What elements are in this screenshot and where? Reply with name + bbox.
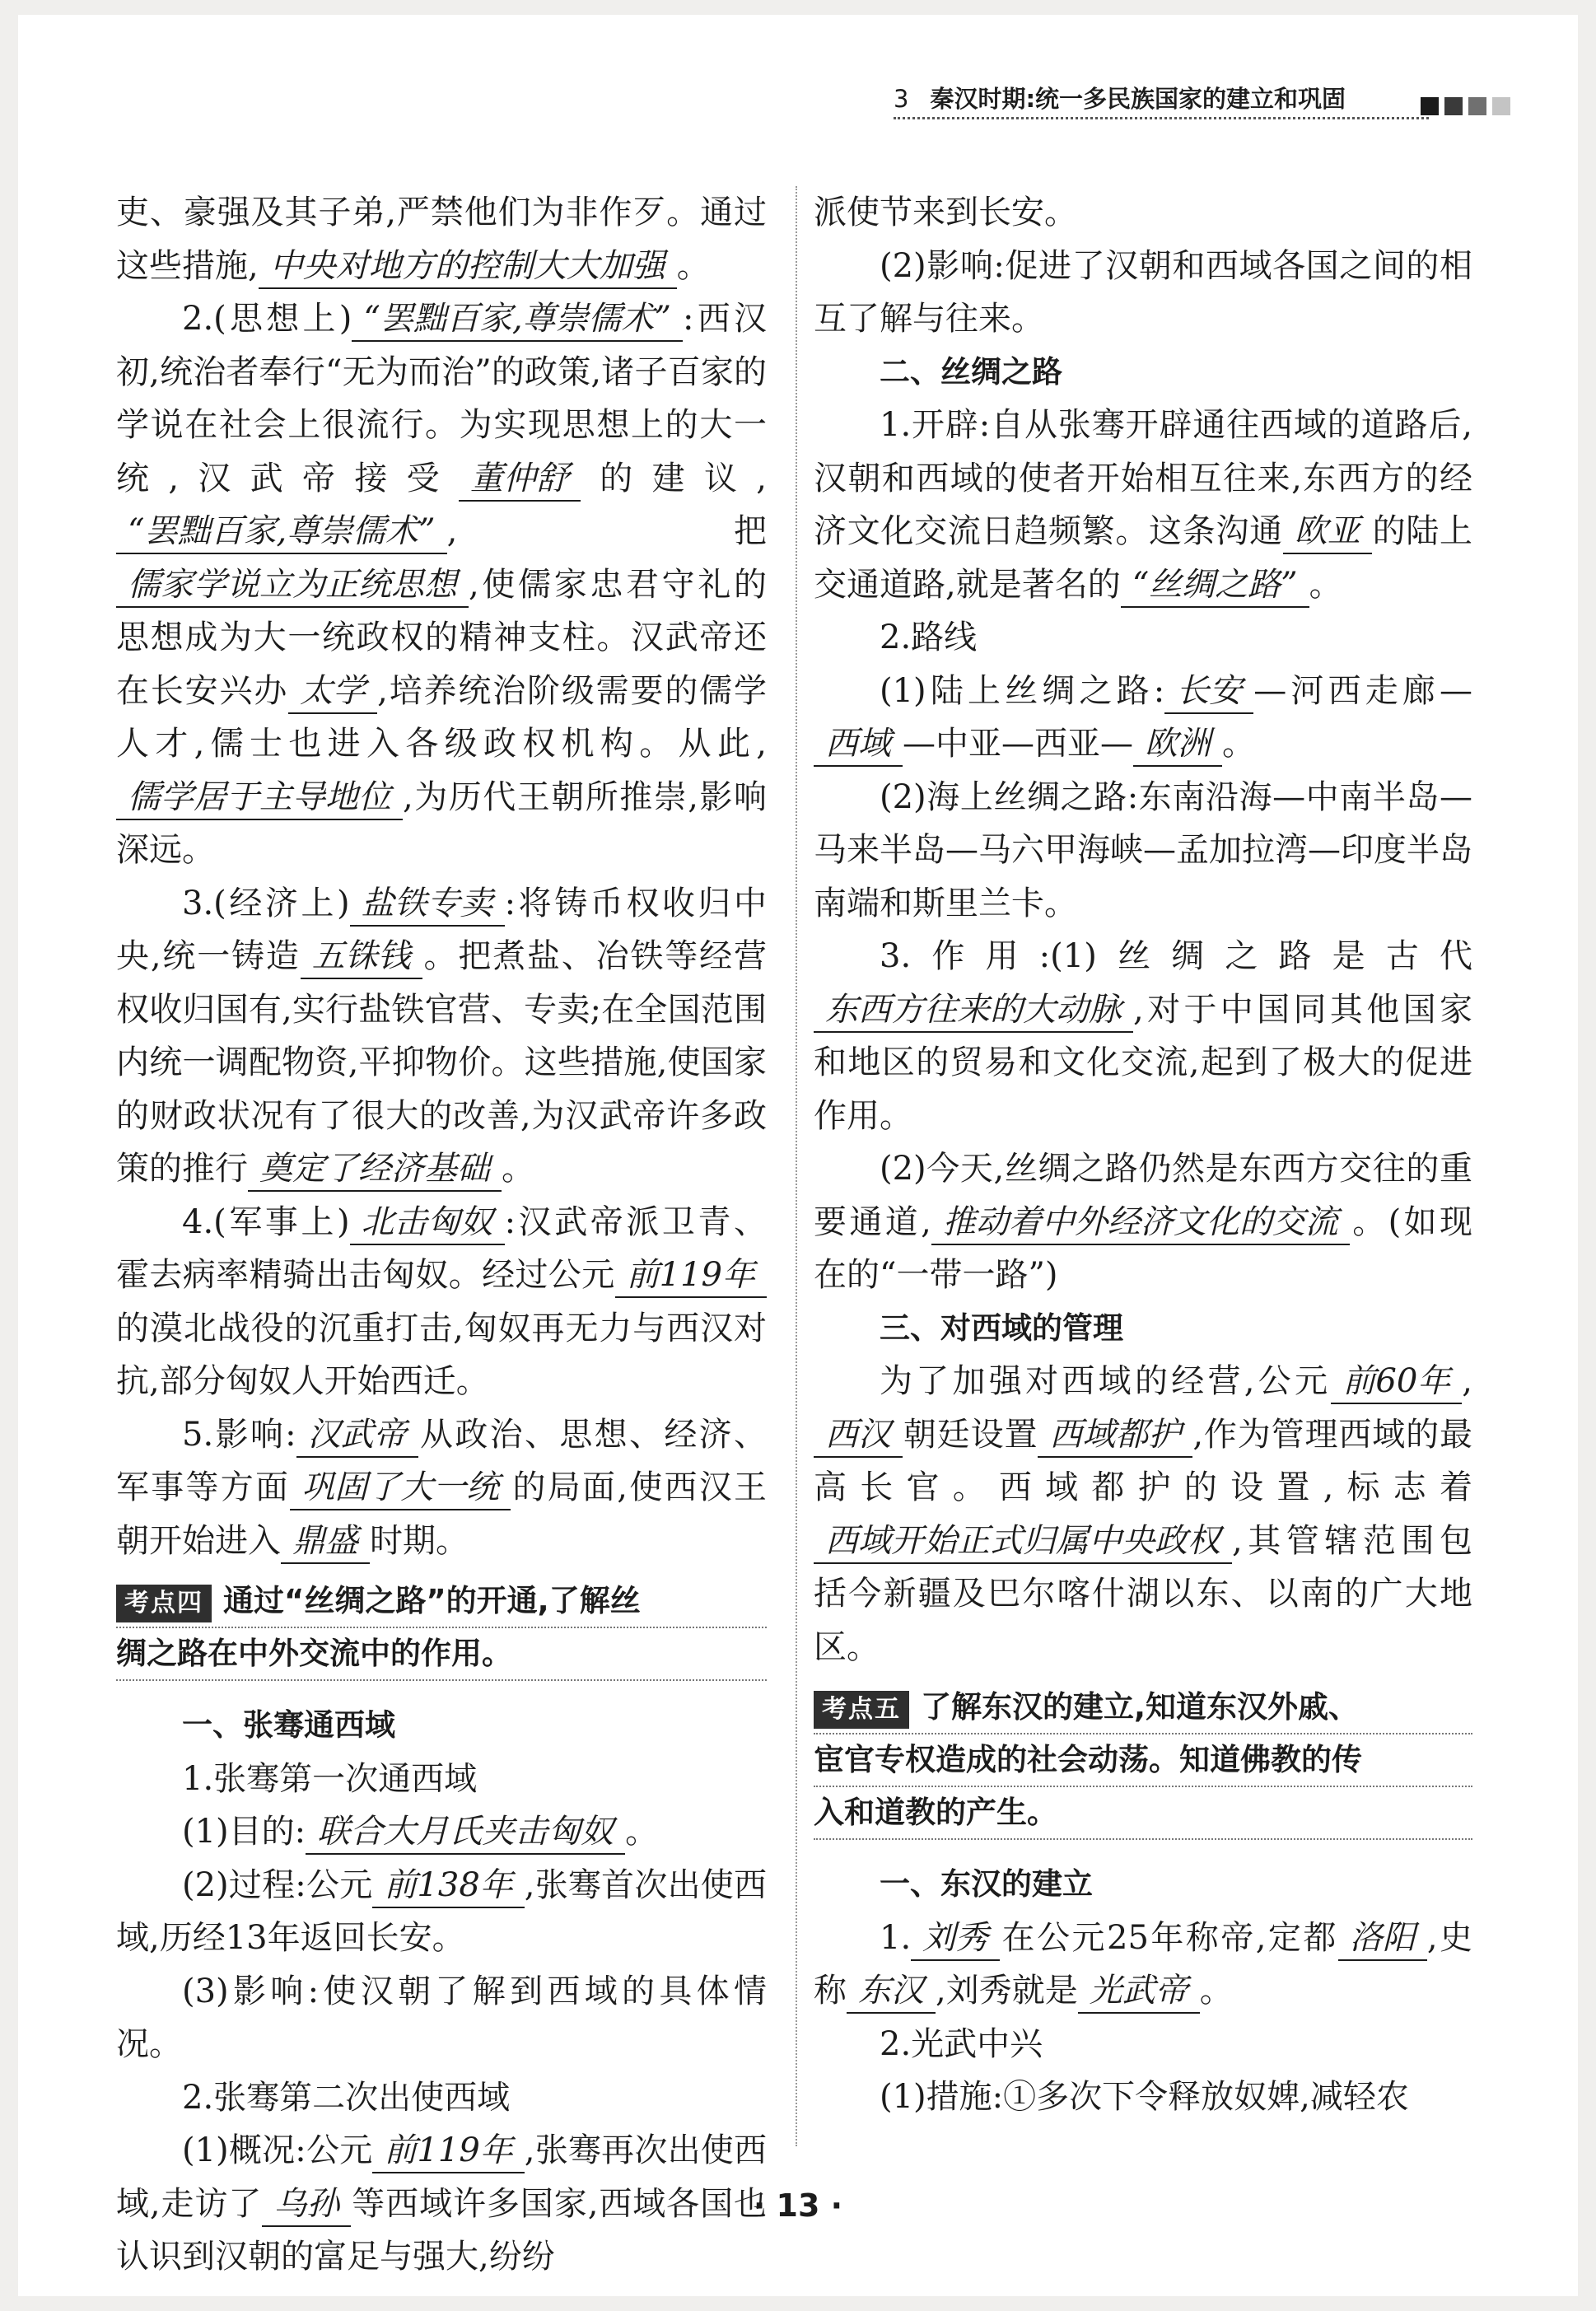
- key-point-line: [116, 1576, 767, 1628]
- text: 的建议,: [580, 459, 767, 497]
- answer-blank: 前119年: [615, 1254, 767, 1298]
- text: ,对于中国同其他国家和地区的贸易和文化交流,起到了极大的促进作用。: [814, 990, 1472, 1135]
- answer-blank: 西域都护: [1038, 1413, 1192, 1458]
- header-decoration-blocks: [1421, 89, 1516, 125]
- text: 。: [676, 246, 710, 285]
- key-point-line: [814, 1682, 1472, 1734]
- text: (1)概况:公元: [182, 2131, 373, 2169]
- answer-blank: 奠定了经济基础: [248, 1147, 502, 1192]
- text: :西汉初,统治者奉行“无为而治”的政策,诸子百家的学说在社会上很流行。为实现思想上的大一统,汉武帝接受: [116, 300, 767, 497]
- text: 的局面,使西汉王朝开始进入: [116, 1468, 767, 1560]
- text: 1.: [880, 1918, 912, 1957]
- column-divider: [796, 186, 797, 2146]
- running-header: [894, 81, 1429, 119]
- answer-blank: 西域开始正式归属中央政权: [814, 1520, 1232, 1564]
- text: ,培养统治阶级需要的儒学人才,儒士也进入各级政权机构。从此,: [116, 671, 768, 763]
- text: 1.开辟:自从张骞开辟通往西域的道路后,汉朝和西域的使者开始相互往来,东西方的经济文化交流日趋频繁。这条沟通: [814, 406, 1472, 550]
- text: 。把煮盐、冶铁等经营权收归国有,实行盐铁官营、专卖;在全国范围内统一调配物资,平抑物价。这些措施,使国家的财政状况有了很大的改善,为汉武帝许多政策的推行: [116, 937, 768, 1188]
- text: 。: [502, 1150, 534, 1188]
- answer-blank: 前119年: [372, 2129, 524, 2173]
- paragraph: [814, 1912, 1472, 2018]
- paragraph: [814, 1355, 1472, 1674]
- paragraph: 派使节来到长安。: [814, 194, 1077, 231]
- paragraph: (2)影响:促进了汉朝和西域各国之间的相互了解与往来。: [814, 246, 1472, 338]
- text: ,张骞首次出使西域,历经13年返回长安。: [116, 1865, 767, 1957]
- section-heading: 一、东汉的建立: [880, 1866, 1093, 1902]
- key-point-text: 了解东汉的建立,知道东汉外戚、: [921, 1689, 1360, 1725]
- text: 吏、豪强及其子弟,严禁他们为非作歹。通过这些措施,: [116, 194, 767, 285]
- answer-blank: 联合大月氏夹击匈奴: [306, 1810, 625, 1855]
- header-block: [1421, 97, 1439, 115]
- answer-blank: 儒学居于主导地位: [116, 776, 403, 820]
- answer-blank: “丝绸之路”: [1121, 563, 1309, 608]
- text: 为了加强对西域的经营,公元: [880, 1362, 1332, 1400]
- left-column: [116, 186, 767, 2284]
- answer-blank: “罢黜百家,尊崇儒术”: [352, 297, 683, 342]
- text: 。(如现在的“一带一路”): [814, 1202, 1473, 1294]
- chapter-title: 秦汉时期:统一多民族国家的建立和巩固: [930, 85, 1346, 113]
- answer-blank: 前60年: [1331, 1360, 1462, 1404]
- answer-blank: 汉武帝: [296, 1413, 418, 1458]
- answer-blank: 东西方往来的大动脉: [814, 988, 1133, 1033]
- answer-blank: “罢黜百家,尊崇儒术”: [116, 510, 447, 554]
- text: 。: [625, 1813, 659, 1851]
- answer-blank: 中央对地方的控制大大加强: [259, 245, 677, 289]
- answer-blank: 前138年: [372, 1864, 524, 1908]
- paragraph: 2.张骞第二次出使西域: [182, 2078, 511, 2117]
- answer-blank: 鼎盛: [281, 1520, 370, 1564]
- key-point-line: 宦官专权造成的社会动荡。知道佛教的传: [814, 1734, 1472, 1787]
- paragraph: [116, 877, 767, 1196]
- text: 4.(军事上): [182, 1202, 350, 1241]
- text: ,张骞再次出使西域,走访了: [116, 2131, 767, 2223]
- paragraph: [814, 665, 1472, 771]
- answer-blank: 北击匈奴: [350, 1201, 505, 1245]
- text: ,使儒家忠君守礼的思想成为大一统政权的精神支柱。汉武帝还在长安兴办: [116, 565, 767, 710]
- text: ,其管辖范围包括今新疆及巴尔喀什湖以东、以南的广大地区。: [814, 1521, 1472, 1666]
- paragraph: 2.光武中兴: [880, 2024, 1043, 2063]
- answer-blank: 盐铁专卖: [350, 882, 505, 927]
- text: ,把: [446, 512, 767, 550]
- text: ,史称: [814, 1918, 1472, 2010]
- text: (2)今天,丝绸之路仍然是东西方交往的重要通道,: [814, 1150, 1472, 1241]
- answer-blank: 巩固了大一统: [290, 1466, 511, 1510]
- key-point-box: [814, 1682, 1472, 1840]
- answer-blank: 西汉: [814, 1413, 903, 1458]
- text: 的漠北战役的沉重打击,匈奴再无力与西汉对抗,部分匈奴人开始西迁。: [116, 1309, 767, 1400]
- text: 。: [1199, 1972, 1233, 2010]
- paragraph: [116, 1805, 767, 1859]
- paragraph: (2)海上丝绸之路:东南沿海—中南半岛—马来半岛—马六甲海峡—孟加拉湾—印度半岛南端和斯里兰卡。: [814, 777, 1472, 922]
- text: 从政治、思想、经济、军事等方面: [116, 1415, 768, 1506]
- text: 的陆上交通道路,就是著名的: [814, 512, 1473, 604]
- section-heading: 二、丝绸之路: [880, 353, 1062, 390]
- answer-blank: 西域: [814, 722, 903, 767]
- paragraph: [116, 292, 767, 877]
- paragraph: 1.张骞第一次通西域: [182, 1759, 478, 1798]
- answer-blank: 儒家学说立为正统思想: [116, 563, 469, 608]
- answer-blank: 长安: [1164, 670, 1253, 714]
- header-block: [1492, 97, 1510, 115]
- section-heading: 三、对西域的管理: [880, 1310, 1123, 1346]
- section-heading: 一、张骞通西域: [182, 1707, 395, 1743]
- answer-blank: 太学: [288, 670, 377, 714]
- text: (1)目的:: [182, 1813, 306, 1851]
- key-point-tag: 考点五: [814, 1691, 909, 1729]
- paragraph: [814, 1142, 1472, 1302]
- answer-blank: 东汉: [847, 1969, 936, 2014]
- key-point-box: [116, 1576, 767, 1681]
- text: —河西走廊—: [1253, 671, 1473, 710]
- text: 朝廷设置: [903, 1415, 1038, 1454]
- paragraph: (3)影响:使汉朝了解到西域的具体情况。: [116, 1972, 767, 2063]
- answer-blank: 董仲舒: [459, 457, 581, 502]
- paragraph: [116, 1408, 767, 1568]
- answer-blank: 欧洲: [1133, 722, 1222, 767]
- header-block: [1444, 97, 1463, 115]
- right-column: [814, 186, 1472, 2124]
- text: ,为历代王朝所推崇,影响深远。: [116, 777, 767, 869]
- paragraph: [814, 399, 1472, 611]
- key-point-line: 入和道教的产生。: [814, 1787, 1472, 1840]
- text: ,: [1462, 1362, 1472, 1400]
- text: :汉武帝派卫青、霍去病率精骑出击匈奴。经过公元: [116, 1202, 767, 1294]
- paragraph: [116, 1196, 767, 1408]
- text: :将铸币权收归中央,统一铸造: [116, 884, 767, 975]
- header-block: [1468, 97, 1486, 115]
- paragraph: [116, 1859, 767, 1965]
- answer-blank: 五铢钱: [301, 935, 422, 979]
- text: 。: [1309, 565, 1342, 604]
- answer-blank: 刘秀: [911, 1916, 1000, 1961]
- answer-blank: 洛阳: [1338, 1916, 1427, 1961]
- page-number: · 13 ·: [753, 2187, 843, 2224]
- paragraph: [814, 930, 1472, 1142]
- answer-blank: 推动着中外经济文化的交流: [931, 1201, 1350, 1245]
- chapter-number: 3: [894, 85, 909, 113]
- text: (2)过程:公元: [182, 1865, 373, 1904]
- text: 时期。: [370, 1521, 469, 1560]
- paragraph: 2.路线: [880, 619, 978, 656]
- text: 。: [1222, 725, 1255, 763]
- paragraph: (1)措施:①多次下令释放奴婢,减轻农: [880, 2078, 1409, 2116]
- key-point-text: 通过“丝绸之路”的开通,了解丝: [223, 1583, 641, 1618]
- text: ,作为管理西域的最高长官。西域都护的设置,标志着: [814, 1415, 1473, 1506]
- text: ,刘秀就是: [936, 1972, 1078, 2010]
- text: 5.影响:: [182, 1415, 296, 1454]
- text: 2.(思想上): [182, 300, 352, 338]
- answer-blank: 乌孙: [262, 2183, 351, 2227]
- text: 等西域许多国家,西域各国也认识到汉朝的富足与强大,纷纷: [116, 2184, 768, 2276]
- paragraph: [116, 186, 767, 292]
- text: 3.作用:(1)丝绸之路是古代: [880, 937, 1472, 975]
- text: 在公元25年称帝,定都: [1000, 1918, 1338, 1957]
- text: (1)陆上丝绸之路:: [880, 671, 1165, 710]
- answer-blank: 欧亚: [1283, 510, 1372, 554]
- key-point-line: 绸之路在中外交流中的作用。: [116, 1628, 767, 1681]
- key-point-tag: 考点四: [116, 1585, 212, 1622]
- text: 3.(经济上): [182, 884, 350, 922]
- text: —中亚—西亚—: [903, 725, 1133, 763]
- answer-blank: 光武帝: [1078, 1969, 1200, 2014]
